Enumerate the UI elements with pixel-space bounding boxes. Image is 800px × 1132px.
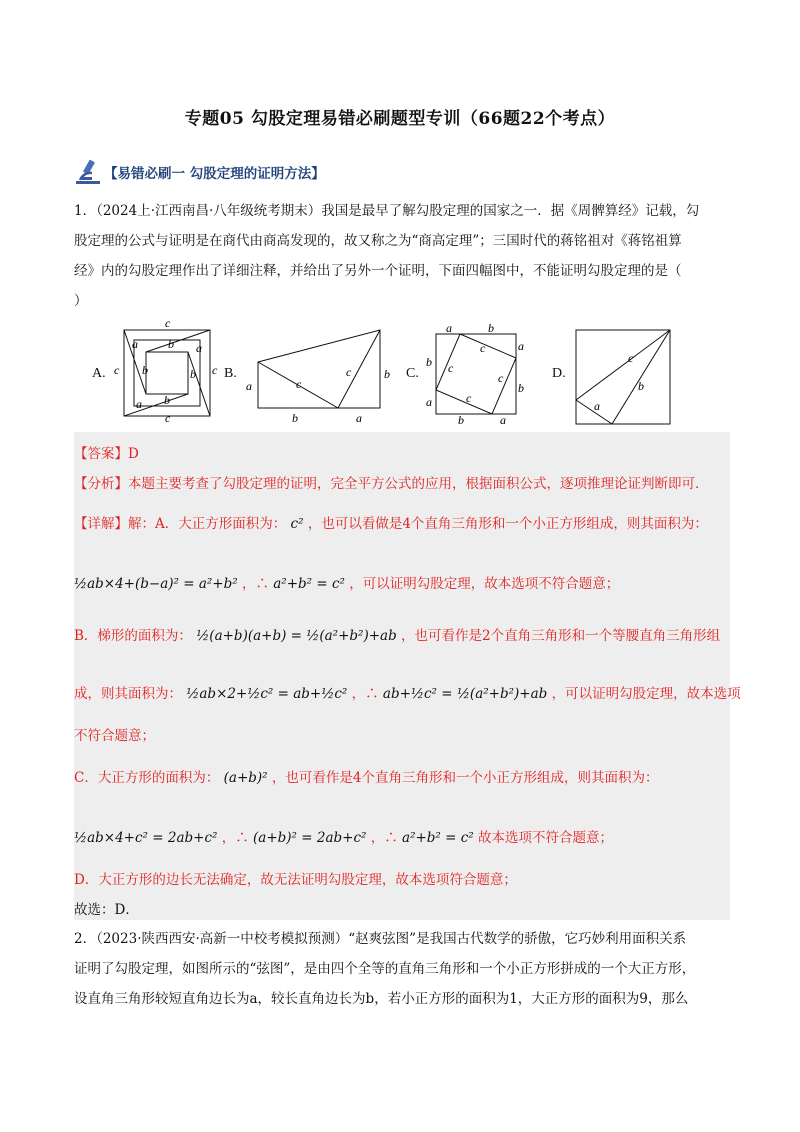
fig-c-letter: c (448, 361, 454, 375)
detail-line-d: D．大正方形的边长无法确定，故无法证明勾股定理，故本选项符合题意； (74, 872, 517, 888)
question-1 (74, 196, 734, 316)
math-expression: ½ab×4+(b−a)² = a²+b² (74, 576, 238, 592)
fig-a-letter: c (165, 318, 171, 330)
detail-line-b2 (74, 682, 741, 702)
detail-conclusion: 故本选项不符合题意； (478, 830, 614, 846)
fig-a-letter: a (132, 337, 138, 351)
detail-line-b3: 不符合题意； (74, 728, 155, 744)
detail-prefix: 【详解】解：A．大正方形面积为： (74, 516, 287, 532)
fig-d-letter: b (638, 379, 644, 393)
detail-prefix: 成，则其面积为： (74, 686, 182, 702)
fig-c-letter: b (518, 381, 524, 395)
analysis-line: 【分析】本题主要考查了勾股定理的证明，完全平方公式的应用，根据面积公式，逐项推理论证判断即可． (74, 476, 709, 492)
math-expression: ½(a+b)(a+b) = ½(a²+b²)+ab (196, 628, 397, 644)
detail-line-1 (74, 512, 708, 532)
detail-conclusion: ，可以证明勾股定理，故本选项不符合题意； (349, 576, 620, 592)
fig-c-letter: b (488, 322, 494, 335)
fig-c-letter: c (466, 391, 472, 405)
fig-a-letter: a (196, 341, 202, 355)
fig-d-letter: c (628, 351, 634, 365)
detail-line-c2 (74, 826, 613, 846)
q1-line: 经》内的勾股定理作出了详细注释，并给出了另外一个证明，下面四幅图中，不能证明勾股定理的是（ (74, 263, 682, 279)
option-a-label: A. (92, 366, 106, 381)
fig-a-letter: c (165, 411, 171, 422)
detail-suffix: ，也可以看做是4个直角三角形和一个小正方形组成，则其面积为： (307, 516, 708, 532)
fig-c-letter: a (446, 322, 452, 335)
therefore-symbol: ，∴ (370, 830, 398, 846)
option-b-label: B. (224, 366, 237, 381)
figure-b (240, 322, 400, 428)
fig-a-letter: b (190, 367, 196, 381)
fig-a-letter: b (142, 363, 148, 377)
microscope-icon (74, 156, 104, 186)
q1-line: ） (74, 293, 88, 309)
final-choice: 故选：D． (74, 902, 139, 918)
q2-line: 证明了勾股定理，如图所示的“弦图”，是由四个全等的直角三角形和一个小正方形拼成的一个大正方形， (74, 961, 696, 977)
figure-d (568, 322, 678, 426)
q1-line: 1．（2024上·江西南昌·八年级统考期末）我国是最早了解勾股定理的国家之一．据《周髀算经》记载，勾 (74, 203, 700, 219)
fig-c-letter: c (480, 341, 486, 355)
fig-a-letter: b (164, 393, 170, 407)
detail-line-c1 (74, 766, 658, 786)
question-2 (74, 924, 734, 1014)
therefore-symbol: ，∴ (351, 686, 379, 702)
fig-b-letter: a (356, 411, 362, 425)
q1-line: 股定理的公式与证明是在商代由商高发现的，故又称之为“商高定理”；三国时代的蒋铭祖对《蒋铭祖算 (74, 233, 682, 249)
math-expression: c² (290, 516, 304, 532)
fig-d-letter: a (594, 399, 600, 413)
math-expression: ½ab×4+c² = 2ab+c² (74, 830, 218, 846)
figure-a (112, 318, 218, 422)
therefore-symbol: ，∴ (241, 576, 269, 592)
detail-line-a (74, 572, 619, 592)
fig-b-letter: b (292, 411, 298, 425)
page-title: 专题05 勾股定理易错必刷题型专训（66题22个考点） (184, 109, 616, 129)
math-expression: ½ab×2+½c² = ab+½c² (186, 686, 348, 702)
fig-b-letter: b (384, 367, 390, 381)
detail-prefix: B．梯形的面积为： (74, 628, 192, 644)
answer-block (74, 432, 730, 920)
math-expression: (a+b)² = 2ab+c² (253, 830, 367, 846)
section-label: 【易错必刷一 勾股定理的证明方法】 (104, 166, 325, 182)
fig-c-letter: a (518, 339, 524, 353)
fig-b-letter: c (346, 365, 352, 379)
fig-c-letter: b (426, 355, 432, 369)
fig-b-letter: c (296, 377, 302, 391)
detail-prefix: C．大正方形的面积为： (74, 770, 220, 786)
fig-a-letter: a (136, 397, 142, 411)
math-expression: ab+½c² = ½(a²+b²)+ab (382, 686, 548, 702)
detail-suffix: ，也可看作是2个直角三角形和一个等腰直角三角形组 (401, 628, 721, 644)
detail-suffix: ，也可看作是4个直角三角形和一个小正方形组成，则其面积为： (271, 770, 659, 786)
fig-c-letter: a (500, 413, 506, 426)
q2-line: 设直角三角形较短直角边长为a，较长直角边长为b，若小正方形的面积为1，大正方形的面积为9，那么 (74, 991, 689, 1007)
fig-a-letter: b (168, 337, 174, 351)
math-expression: a²+b² = c² (402, 830, 474, 846)
fig-b-letter: a (246, 379, 252, 393)
answer-line: 【答案】D (74, 446, 139, 462)
detail-suffix: ，可以证明勾股定理，故本选项 (551, 686, 741, 702)
fig-c-letter: b (458, 413, 464, 426)
option-d-label: D. (552, 366, 566, 381)
fig-c-letter: a (426, 395, 432, 409)
therefore-symbol: ，∴ (221, 830, 249, 846)
fig-a-letter: c (114, 363, 120, 377)
fig-a-letter: c (212, 363, 218, 377)
detail-line-b1 (74, 624, 720, 644)
q2-line: 2．（2023·陕西西安·高新一中校考模拟预测）“赵爽弦图”是我国古代数学的骄傲，它巧妙利用面积关系 (74, 931, 687, 947)
fig-c-letter: c (498, 371, 504, 385)
math-expression: a²+b² = c² (273, 576, 345, 592)
figure-c (424, 322, 528, 426)
option-c-label: C. (406, 366, 419, 381)
math-expression: (a+b)² (223, 770, 268, 786)
